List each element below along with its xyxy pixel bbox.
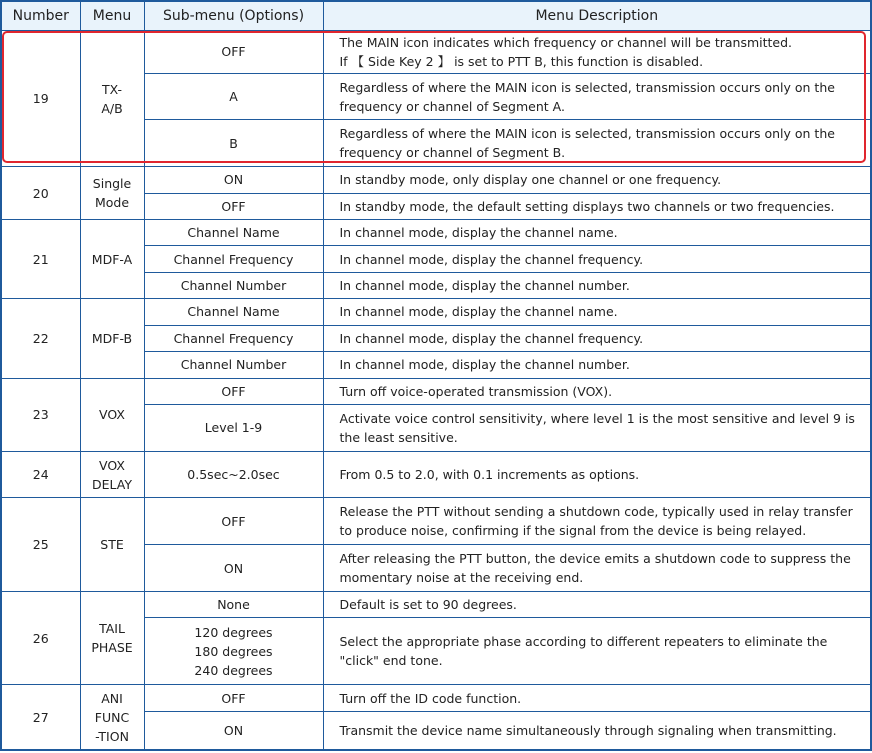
row-menu: MDF-B bbox=[80, 299, 144, 378]
table-row bbox=[1, 219, 871, 245]
row-option: Level 1-9 bbox=[144, 404, 323, 451]
row-menu: ANI FUNC -TION bbox=[80, 685, 144, 750]
row-option: ON bbox=[144, 167, 323, 193]
row-menu: VOX bbox=[80, 378, 144, 451]
row-menu: MDF-A bbox=[80, 219, 144, 298]
row-description: After releasing the PTT button, the device emits a shutdown code to suppress the momentary noise at the receiving end. bbox=[323, 545, 871, 592]
row-description: Turn off voice-operated transmission (VOX). bbox=[323, 378, 871, 404]
table-header-row bbox=[1, 1, 871, 31]
row-description: Regardless of where the MAIN icon is selected, transmission occurs only on the frequency or channel of Segment B. bbox=[323, 120, 871, 167]
row-description: In channel mode, display the channel number. bbox=[323, 352, 871, 378]
row-description: In channel mode, display the channel frequency. bbox=[323, 325, 871, 351]
row-description: The MAIN icon indicates which frequency or channel will be transmitted. If 【 Side Key 2 】 is set to PTT B, this function is disabled. bbox=[323, 31, 871, 74]
row-option: B bbox=[144, 120, 323, 167]
row-description: In channel mode, display the channel name. bbox=[323, 299, 871, 325]
header-submenu: Sub-menu (Options) bbox=[144, 1, 323, 31]
row-option: OFF bbox=[144, 498, 323, 545]
row-option: OFF bbox=[144, 193, 323, 219]
row-description: In channel mode, display the channel name. bbox=[323, 219, 871, 245]
row-number: 26 bbox=[1, 591, 80, 684]
table-row bbox=[1, 299, 871, 325]
row-option: 120 degrees 180 degrees 240 degrees bbox=[144, 618, 323, 685]
row-option: OFF bbox=[144, 685, 323, 711]
row-menu: VOX DELAY bbox=[80, 451, 144, 498]
header-description: Menu Description bbox=[323, 1, 871, 31]
row-number: 22 bbox=[1, 299, 80, 378]
row-number: 23 bbox=[1, 378, 80, 451]
row-option: Channel Frequency bbox=[144, 325, 323, 351]
row-option: None bbox=[144, 591, 323, 617]
row-number: 24 bbox=[1, 451, 80, 498]
table-row bbox=[1, 31, 871, 74]
row-option: 0.5sec~2.0sec bbox=[144, 451, 323, 498]
row-option: OFF bbox=[144, 31, 323, 74]
row-description: In standby mode, the default setting displays two channels or two frequencies. bbox=[323, 193, 871, 219]
row-description: Turn off the ID code function. bbox=[323, 685, 871, 711]
row-menu: Single Mode bbox=[80, 167, 144, 220]
header-number: Number bbox=[1, 1, 80, 31]
row-description: In channel mode, display the channel frequency. bbox=[323, 246, 871, 272]
table-row bbox=[1, 498, 871, 545]
row-description: Release the PTT without sending a shutdown code, typically used in relay transfer to produce noise, confirming if the signal from the device is being relayed. bbox=[323, 498, 871, 545]
row-option: ON bbox=[144, 545, 323, 592]
table-row bbox=[1, 451, 871, 498]
header-menu: Menu bbox=[80, 1, 144, 31]
row-description: In channel mode, display the channel number. bbox=[323, 272, 871, 298]
row-option: Channel Name bbox=[144, 299, 323, 325]
row-number: 25 bbox=[1, 498, 80, 591]
row-number: 21 bbox=[1, 219, 80, 298]
row-menu: STE bbox=[80, 498, 144, 591]
row-description: Activate voice control sensitivity, where level 1 is the most sensitive and level 9 is the least sensitive. bbox=[323, 404, 871, 451]
row-description: Select the appropriate phase according to different repeaters to eliminate the "click" end tone. bbox=[323, 618, 871, 685]
table-row bbox=[1, 591, 871, 617]
row-menu: TX- A/B bbox=[80, 31, 144, 167]
row-description: In standby mode, only display one channel or one frequency. bbox=[323, 167, 871, 193]
table-row bbox=[1, 685, 871, 711]
row-description: Default is set to 90 degrees. bbox=[323, 591, 871, 617]
row-option: Channel Number bbox=[144, 352, 323, 378]
row-option: Channel Frequency bbox=[144, 246, 323, 272]
row-option: ON bbox=[144, 711, 323, 750]
table-row bbox=[1, 167, 871, 193]
row-option: Channel Name bbox=[144, 219, 323, 245]
row-option: Channel Number bbox=[144, 272, 323, 298]
row-option: A bbox=[144, 73, 323, 120]
row-option: OFF bbox=[144, 378, 323, 404]
row-description: Regardless of where the MAIN icon is selected, transmission occurs only on the frequency or channel of Segment A. bbox=[323, 73, 871, 120]
table-row bbox=[1, 378, 871, 404]
row-description: From 0.5 to 2.0, with 0.1 increments as options. bbox=[323, 451, 871, 498]
row-description: Transmit the device name simultaneously through signaling when transmitting. bbox=[323, 711, 871, 750]
row-menu: TAIL PHASE bbox=[80, 591, 144, 684]
row-number: 19 bbox=[1, 31, 80, 167]
row-number: 20 bbox=[1, 167, 80, 220]
row-number: 27 bbox=[1, 685, 80, 750]
